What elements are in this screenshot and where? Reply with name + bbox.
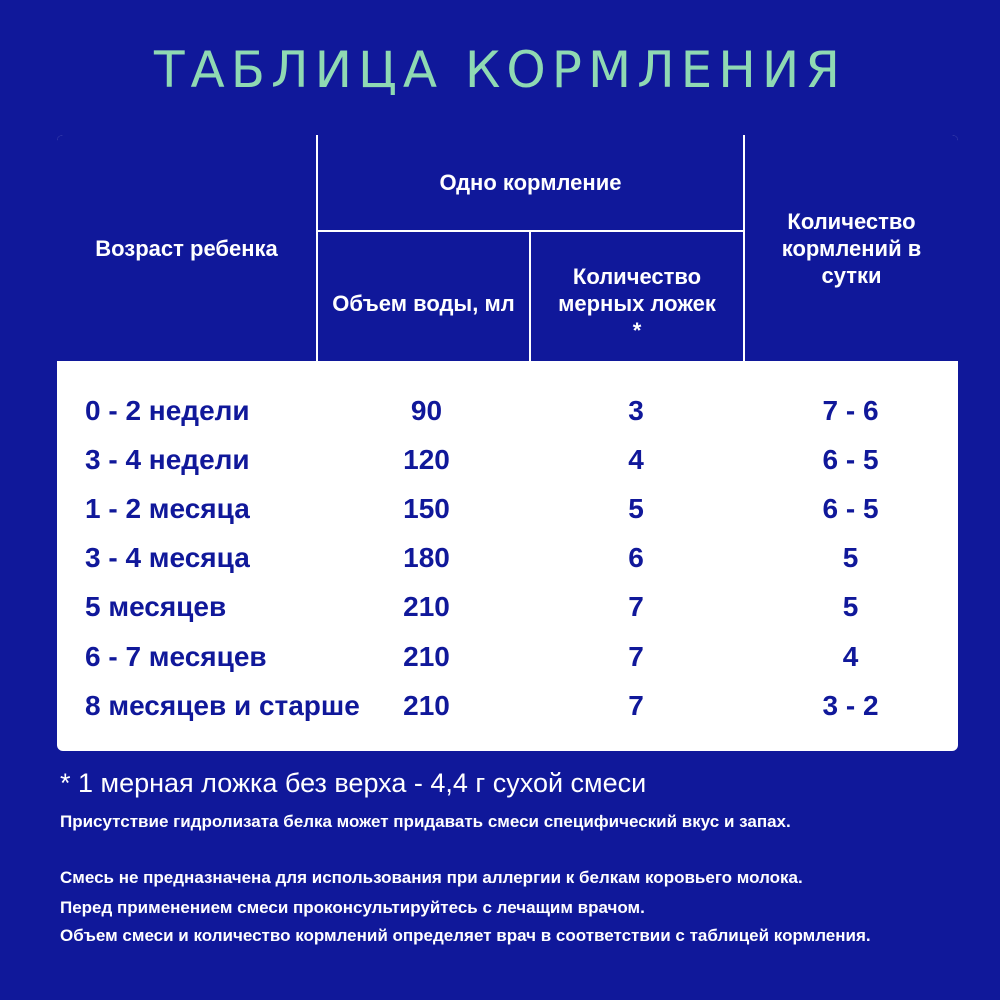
cell-count: 5 [842,542,859,573]
cell-water: 120 [403,444,450,475]
header-divider [316,135,318,361]
cell-age: 3 - 4 месяца [85,542,250,573]
cell-count: 6 - 5 [822,444,879,475]
cell-spoons: 5 [628,493,644,524]
cell-age: 0 - 2 недели [85,395,250,426]
note-taste: Присутствие гидролизата белка может придавать смеси специфический вкус и запах. [60,812,791,831]
header-feedings-per-day: Количество кормлений в сутки [781,208,922,288]
header-spoons: Количество мерных ложек * [558,264,716,343]
cell-spoons: 6 [628,542,644,573]
cell-spoons: 7 [628,690,644,721]
cell-age: 1 - 2 месяца [85,493,250,524]
cell-water: 210 [403,591,450,622]
cell-water: 210 [403,690,450,721]
feeding-table [57,135,958,751]
table-row [57,386,958,436]
table-row [57,484,958,534]
table-row [57,582,958,632]
cell-spoons: 7 [628,591,644,622]
cell-age: 3 - 4 недели [85,444,250,475]
cell-age: 5 месяцев [85,591,227,622]
table-row [57,632,958,682]
cell-water: 180 [403,542,450,573]
cell-count: 4 [842,641,859,672]
header-age: Возраст ребенка [95,235,278,261]
table-row [57,681,958,731]
cell-water: 90 [410,395,443,426]
header-divider [529,230,531,361]
header-single-feeding: Одно кормление [439,170,622,195]
note-consult: Перед применением смеси проконсультируйтесь с лечащим врачом. [60,898,645,917]
cell-count: 6 - 5 [822,493,879,524]
cell-count: 5 [842,591,859,622]
note-allergy: Смесь не предназначена для использования при аллергии к белкам коровьего молока. [60,868,803,887]
table-header [57,135,958,361]
page-title: ТАБЛИЦА КОРМЛЕНИЯ [153,41,847,99]
table-row [57,435,958,485]
cell-age: 8 месяцев и старше [85,690,360,721]
cell-spoons: 7 [628,641,644,672]
spoon-footnote: * 1 мерная ложка без верха - 4,4 г сухой смеси [60,768,647,798]
cell-count: 7 - 6 [822,395,879,426]
cell-water: 150 [403,493,450,524]
cell-spoons: 4 [628,444,644,475]
header-divider [316,230,745,232]
cell-count: 3 - 2 [822,690,879,721]
table-row [57,533,958,583]
cell-spoons: 3 [628,395,644,426]
header-water-volume: Объем воды, мл [332,291,515,316]
note-doctor: Объем смеси и количество кормлений определяет врач в соответствии с таблицей кормления. [60,926,871,945]
cell-water: 210 [403,641,450,672]
cell-age: 6 - 7 месяцев [85,641,267,672]
header-divider [743,135,745,361]
